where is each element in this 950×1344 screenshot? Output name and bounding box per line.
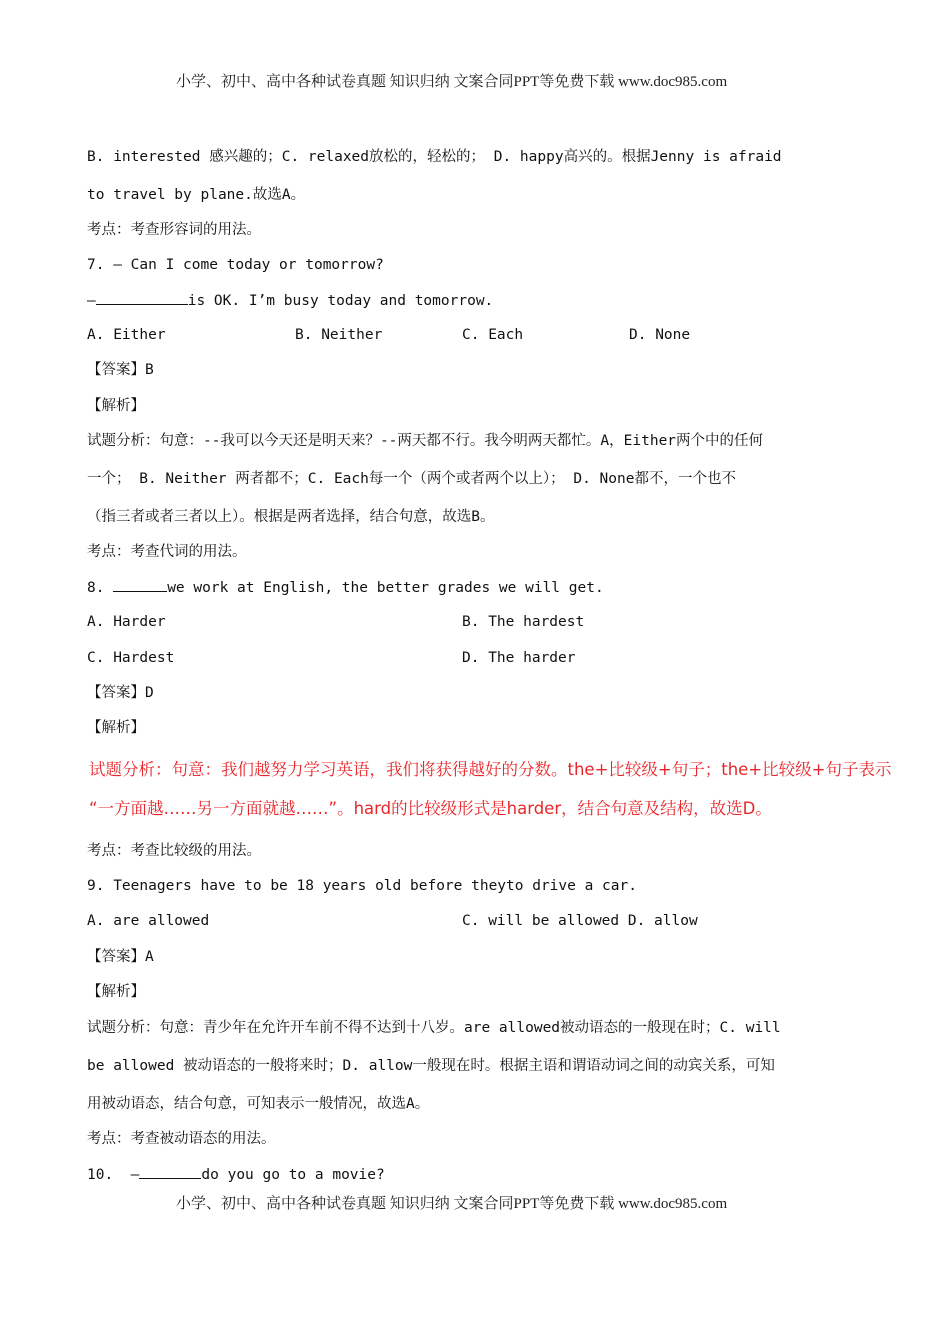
- q6-explanation-line2: to travel by plane.故选A。: [87, 187, 306, 203]
- q9-jiexi: 【解析】: [87, 984, 145, 1000]
- q7-explanation-line1: 试题分析：句意：--我可以今天还是明天来？--两天都不行。我今明两天都忙。A，Either两个中的任何: [87, 433, 764, 449]
- q7-explanation-line2: 一个； B. Neither 两者都不；C. Each每一个（两个或者两个以上）； D. None都不，一个也不: [87, 471, 736, 487]
- q6-kaodian: 考点：考查形容词的用法。: [87, 222, 261, 238]
- q8-number: 8.: [87, 580, 105, 596]
- q7-answer-line: [87, 290, 493, 311]
- q10-dash: —: [130, 1167, 140, 1183]
- q9-explanation-line1: 试题分析：句意：青少年在允许开车前不得不达到十八岁。are allowed被动语态的一般现在时；C. will: [87, 1020, 781, 1036]
- q8-option-a: A. Harder: [87, 614, 166, 630]
- q8-explanation-line1: 试题分析：句意：我们越努力学习英语，我们将获得越好的分数。the+比较级+句子；the+比较级+句子表示: [89, 760, 892, 779]
- q8-option-d: D. The harder: [462, 650, 576, 666]
- q7-dash: —: [87, 293, 96, 309]
- q7-answer: 【答案】B: [87, 362, 154, 378]
- q7-stem: 7. — Can I come today or tomorrow?: [87, 257, 384, 273]
- q9-explanation-line2: be allowed 被动语态的一般将来时；D. allow一般现在时。根据主语和谓语动词之间的动宾关系，可知: [87, 1058, 775, 1074]
- q7-kaodian: 考点：考查代词的用法。: [87, 544, 247, 560]
- q6-explanation-line1: B. interested 感兴趣的；C. relaxed放松的，轻松的； D. happy高兴的。根据Jenny is afraid: [87, 149, 782, 165]
- q7-blank: [96, 290, 188, 305]
- q7-jiexi: 【解析】: [87, 398, 145, 414]
- q9-stem: 9. Teenagers have to be 18 years old before theyto drive a car.: [87, 878, 637, 894]
- q8-explanation-line2: “一方面越……另一方面就越……”。hard的比较级形式是harder，结合句意及结构，故选D。: [89, 799, 772, 818]
- q7-option-d: D. None: [629, 327, 691, 343]
- q9-kaodian: 考点：考查被动语态的用法。: [87, 1131, 276, 1147]
- q10-number: 10.: [87, 1167, 114, 1183]
- q7-option-b: B. Neither: [295, 327, 383, 343]
- q7-explanation-line3: （指三者或者三者以上）。根据是两者选择，结合句意，故选B。: [87, 509, 495, 525]
- q9-option-cd: C. will be allowed D. allow: [462, 913, 698, 929]
- q10-stem-rest: do you go to a movie?: [201, 1167, 385, 1183]
- page-footer: 小学、初中、高中各种试卷真题 知识归纳 文案合同PPT等免费下载 www.doc985.com: [176, 1196, 728, 1212]
- q9-option-a: A. are allowed: [87, 913, 210, 929]
- q8-jiexi: 【解析】: [87, 720, 145, 736]
- q8-stem-rest: we work at English, the better grades we will get.: [167, 580, 604, 596]
- q9-explanation-line3: 用被动语态，结合句意，可知表示一般情况，故选A。: [87, 1096, 430, 1112]
- q7-answer-line-rest: is OK. I’m busy today and tomorrow.: [187, 293, 494, 309]
- q8-blank: [113, 577, 167, 592]
- page-header: 小学、初中、高中各种试卷真题 知识归纳 文案合同PPT等免费下载 www.doc985.com: [176, 74, 728, 90]
- q8-stem: [87, 577, 604, 598]
- q7-option-c: C. Each: [462, 327, 524, 343]
- q9-answer: 【答案】A: [87, 949, 154, 965]
- q8-kaodian: 考点：考查比较级的用法。: [87, 843, 261, 859]
- q10-blank: [139, 1164, 201, 1179]
- q8-answer: 【答案】D: [87, 685, 154, 701]
- q8-option-b: B. The hardest: [462, 614, 585, 630]
- q8-option-c: C. Hardest: [87, 650, 175, 666]
- q7-option-a: A. Either: [87, 327, 166, 343]
- q10-stem: [87, 1164, 385, 1185]
